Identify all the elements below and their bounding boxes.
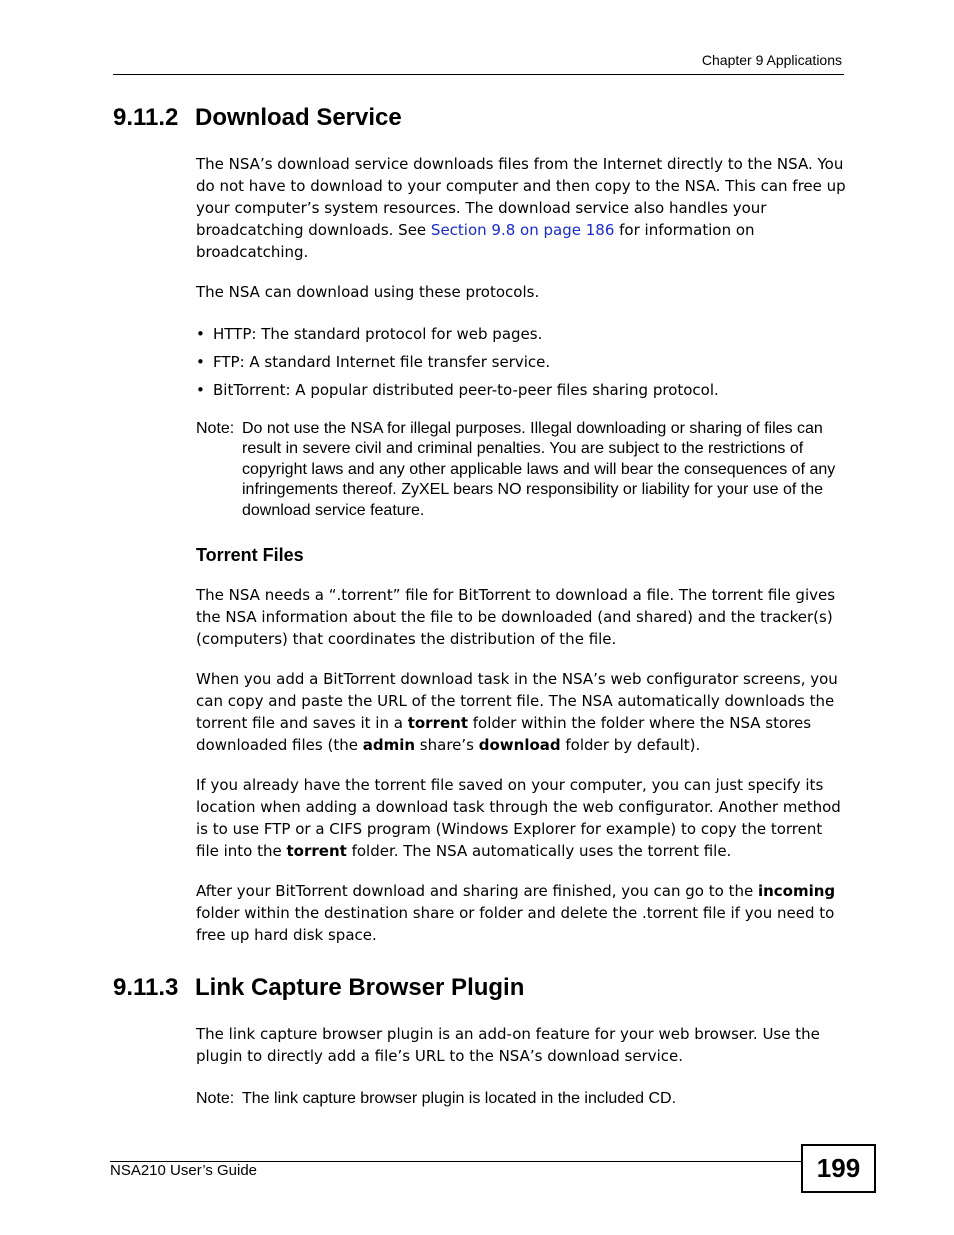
torrent-paragraph-2: When you add a BitTorrent download task in the NSA’s web configurator screens, you can copy and paste the URL of the torrent file. The NSA automatically downloads the torrent file and saves it in a torrent folder within the folder where the NSA stores downloaded files (the admin share’s download folder by default). xyxy=(196,670,838,754)
download-intro-paragraph: The NSA’s download service downloads files from the Internet directly to the NSA. You do not have to download to your computer and then copy to the NSA. This can free up your computer’s system resources. The download service also handles your broadcatching downloads. See Section 9.8 on page 186 for information on broadcatching. xyxy=(196,155,846,261)
legal-note xyxy=(196,419,846,521)
torrent-paragraph-3: If you already have the torrent file saved on your computer, you can just specify its location when adding a download task through the web configurator. Another method is to use FTP or a CIFS program (Windows Explorer for example) to copy the torrent file into the torrent folder. The NSA automatically uses the torrent file. xyxy=(196,776,841,860)
torrent-files-heading: Torrent Files xyxy=(196,545,304,565)
section-number: 9.11.3 xyxy=(113,974,179,1001)
bullet-icon: • xyxy=(196,381,205,399)
bullet-icon: • xyxy=(196,325,205,343)
protocol-list xyxy=(196,324,846,408)
guide-title: NSA210 User’s Guide xyxy=(110,1162,258,1179)
header-divider xyxy=(113,74,844,75)
link-capture-note xyxy=(196,1089,846,1109)
section-title: Download Service xyxy=(195,104,402,131)
chapter-header: Chapter 9 Applications xyxy=(701,52,842,68)
list-item: • HTTP: The standard protocol for web pages. xyxy=(196,325,543,343)
note-text: The link capture browser plugin is located in the included CD. xyxy=(242,1090,677,1107)
list-item: • FTP: A standard Internet file transfer service. xyxy=(196,353,551,371)
page-number: 199 xyxy=(801,1144,876,1193)
torrent-paragraph-4: After your BitTorrent download and sharing are finished, you can go to the incoming folder within the destination share or folder and delete the .torrent file if you need to free up hard disk space. xyxy=(196,882,836,944)
note-label: Note: xyxy=(196,420,235,437)
section-link[interactable]: Section 9.8 on page 186 xyxy=(430,221,615,239)
list-item: • BitTorrent: A popular distributed peer-to-peer files sharing protocol. xyxy=(196,381,719,399)
section-heading-link-capture xyxy=(113,974,524,1002)
bullet-icon: • xyxy=(196,353,205,371)
protocols-intro: The NSA can download using these protocols. xyxy=(196,283,540,301)
section-title: Link Capture Browser Plugin xyxy=(195,974,525,1001)
section-number: 9.11.2 xyxy=(113,104,179,131)
torrent-paragraph-1: The NSA needs a “.torrent” file for BitTorrent to download a file. The torrent file gives the NSA information about the file to be downloaded (and shared) and the tracker(s) (computers) that coordinates the distribution of the file. xyxy=(196,586,836,648)
note-label: Note: xyxy=(196,1090,235,1107)
note-text: Do not use the NSA for illegal purposes. Illegal downloading or sharing of files can result in severe civil and criminal penalties. You are subject to the restrictions of copyright laws and any other applicable laws and will bear the consequences of any infringements thereof. ZyXEL bears NO responsibility or liability for your use of the download service feature. xyxy=(242,420,836,519)
section-heading-download-service xyxy=(113,104,402,132)
link-capture-paragraph: The link capture browser plugin is an add-on feature for your web browser. Use the plugin to directly add a file’s URL to the NSA’s download service. xyxy=(196,1025,820,1065)
